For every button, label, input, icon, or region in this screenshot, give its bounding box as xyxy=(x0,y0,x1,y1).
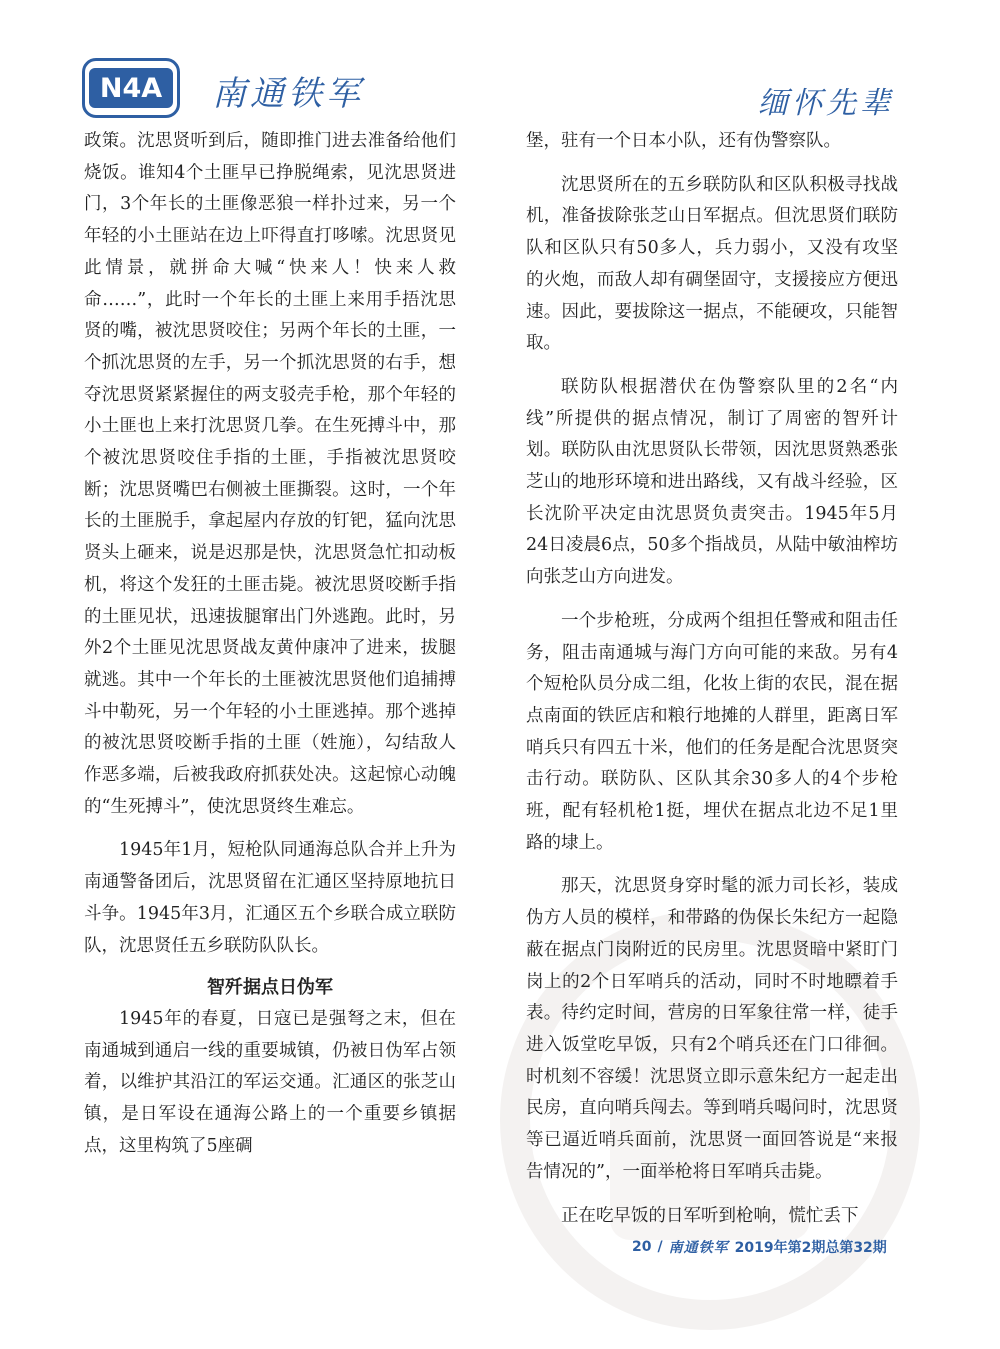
right-paragraph-4: 一个步枪班，分成两个组担任警戒和阻击任务，阻击南通城与海门方向可能的来敌。另有4个短枪队员分成二组，化妆上街的农民，混在据点南面的铁匠店和粮行地摊的人群里，距离日军哨兵只有四五十米，他们的任务是配合沈思贤突击行动。联防队、区队其余30多人的4个步枪班，配有轻机枪1挺，埋伏在据点北边不足1里路的埭上。 xyxy=(526,610,898,853)
left-paragraph-3: 1945年的春夏，日寇已是强弩之末，但在南通城到通启一线的重要城镇，仍被日伪军占领着，以维护其沿江的军运交通。汇通区的张芝山镇，是日军设在通海公路上的一个重要乡镇据点，这里构筑了5座碉 xyxy=(84,1008,456,1156)
page-number: 20 xyxy=(632,1239,652,1255)
section-subheading: 智歼据点日伪军 xyxy=(207,977,333,999)
right-paragraph-1: 堡，驻有一个日本小队，还有伪警察队。 xyxy=(526,131,841,151)
magazine-title: 南通铁军 xyxy=(212,74,364,114)
page-header xyxy=(0,0,1000,120)
n4a-logo xyxy=(82,58,180,118)
footer-magazine-title: 南通铁军 xyxy=(668,1240,729,1256)
footer-separator: / xyxy=(657,1239,663,1255)
page-footer xyxy=(632,1237,887,1257)
issue-info: 2019年第2期总第32期 xyxy=(734,1240,887,1256)
left-paragraph-1: 政策。沈思贤听到后，随即推门进去准备给他们烧饭。谁知4个土匪早已挣脱绳索，见沈思贤进门，3个年长的土匪像恶狼一样扑过来，另一个年轻的小土匪站在边上吓得直打哆嗦。沈思贤见此情景，就拼命大喊“快来人！快来人救命……”，此时一个年长的土匪上来用手捂沈思贤的嘴，被沈思贤咬住；另两个年长的土匪，一个抓沈思贤的左手，另一个抓沈思贤的右手，想夺沈思贤紧紧握住的两支驳壳手枪，那个年轻的小土匪也上来打沈思贤几拳。在生死搏斗中，那个被沈思贤咬住手指的土匪，手指被沈思贤咬断；沈思贤嘴巴右侧被土匪撕裂。这时，一个年长的土匪脱手，拿起屋内存放的钉钯，猛向沈思贤头上砸来，说是迟那是快，沈思贤急忙扣动板机，将这个发狂的土匪击毙。被沈思贤咬断手指的土匪见状，迅速拔腿窜出门外逃跑。此时，另外2个土匪见沈思贤战友黄仲康冲了进来，拔腿就逃。其中一个年长的土匪被沈思贤他们追捕搏斗中勒死，另一个年轻的小土匪逃掉。那个逃掉的被沈思贤咬断手指的土匪（姓施），勾结敌人作恶多端，后被我政府抓获处决。这起惊心动魄的“生死搏斗”，使沈思贤终生难忘。 xyxy=(84,131,456,817)
right-paragraph-3: 联防队根据潜伏在伪警察队里的2名“内线”所提供的据点情况，制订了周密的智歼计划。联防队由沈思贤队长带领，因沈思贤熟悉张芝山的地形环境和进出路线，又有战斗经验，区长沈阶平决定由沈思贤负责突击。1945年5月24日凌晨6点，50多个指战员，从陆中敏油榨坊向张芝山方向进发。 xyxy=(526,376,898,588)
left-paragraph-2: 1945年1月，短枪队同通海总队合并上升为南通警备团后，沈思贤留在汇通区坚持原地抗日斗争。1945年3月，汇通区五个乡联合成立联防队，沈思贤任五乡联防队队长。 xyxy=(84,840,456,956)
right-paragraph-5: 那天，沈思贤身穿时髦的派力司长衫，装成伪方人员的模样，和带路的伪保长朱纪方一起隐蔽在据点门岗附近的民房里。沈思贤暗中紧盯门岗上的2个日军哨兵的活动，同时不时地瞟着手表。待约定时间，营房的日军象往常一样，徒手进入饭堂吃早饭，只有2个哨兵还在门口徘徊。时机刻不容缓！沈思贤立即示意朱纪方一起走出民房，直向哨兵闯去。等到哨兵喝问时，沈思贤等已逼近哨兵面前，沈思贤一面回答说是“来报告情况的”，一面举枪将日军哨兵击毙。 xyxy=(526,876,898,1182)
right-paragraph-2: 沈思贤所在的五乡联防队和区队积极寻找战机，准备拔除张芝山日军据点。但沈思贤们联防队和区队只有50多人，兵力弱小，又没有攻坚的火炮，而敌人却有碉堡固守，支援接应方便迅速。因此，要拔除这一据点，不能硬攻，只能智取。 xyxy=(526,174,898,354)
right-paragraph-6: 正在吃早饭的日军听到枪响，慌忙丢下 xyxy=(561,1205,859,1226)
logo-text: N4A xyxy=(89,68,173,108)
left-column xyxy=(84,126,456,1163)
section-title: 缅怀先辈 xyxy=(758,86,894,121)
right-column xyxy=(526,126,898,1232)
